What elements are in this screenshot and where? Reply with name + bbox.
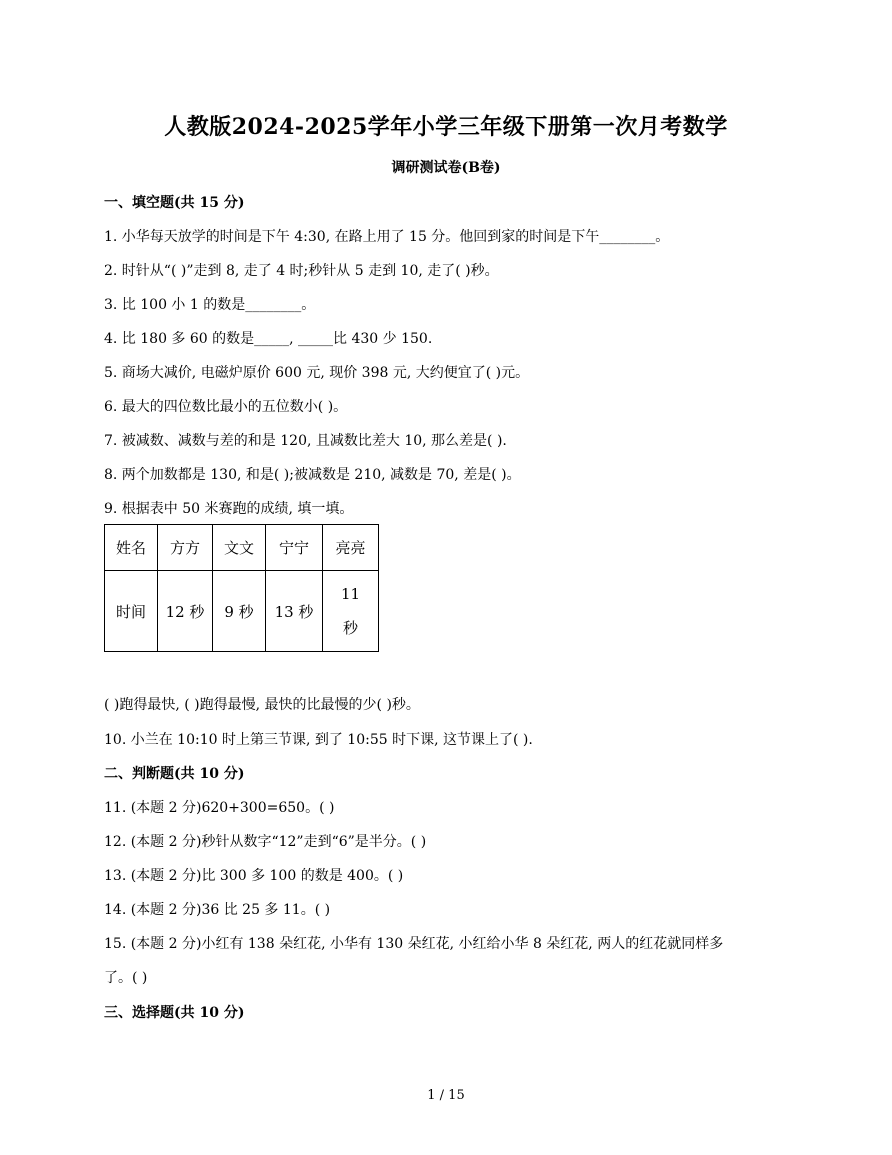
question-12: 12. (本题 2 分)秒针从数字“12”走到“6”是半分。( ) bbox=[104, 834, 427, 850]
table-cell-number: 11 bbox=[340, 585, 361, 603]
table-cell: 12 秒 bbox=[158, 571, 213, 652]
page-subtitle: 调研测试卷(B卷) bbox=[391, 160, 501, 176]
table-header-cell: 亮亮 bbox=[323, 525, 379, 571]
table-header-cell: 文文 bbox=[213, 525, 266, 571]
question-11: 11. (本题 2 分)620+300=650。( ) bbox=[104, 800, 335, 816]
question-15-continued: 了。( ) bbox=[104, 970, 148, 986]
table-cell: 13 秒 bbox=[266, 571, 323, 652]
question-13: 13. (本题 2 分)比 300 多 100 的数是 400。( ) bbox=[104, 868, 404, 884]
table-header-row bbox=[105, 525, 379, 571]
race-results-table bbox=[104, 524, 379, 652]
table-header-cell: 姓名 bbox=[105, 525, 158, 571]
table-cell: 9 秒 bbox=[213, 571, 266, 652]
page-number: 1 / 15 bbox=[427, 1088, 465, 1103]
question-14: 14. (本题 2 分)36 比 25 多 11。( ) bbox=[104, 902, 331, 918]
question-7: 7. 被减数、减数与差的和是 120, 且减数比差大 10, 那么差是( ). bbox=[104, 433, 507, 449]
question-8: 8. 两个加数都是 130, 和是( );被减数是 210, 减数是 70, 差是( )。 bbox=[104, 467, 521, 483]
question-1: 1. 小华每天放学的时间是下午 4:30, 在路上用了 15 分。他回到家的时间是下午________。 bbox=[104, 229, 670, 245]
question-9-answer: ( )跑得最快, ( )跑得最慢, 最快的比最慢的少( )秒。 bbox=[104, 697, 420, 713]
question-15: 15. (本题 2 分)小红有 138 朵红花, 小华有 130 朵红花, 小红给小华 8 朵红花, 两人的红花就同样多 bbox=[104, 936, 724, 952]
page-title: 人教版2024-2025学年小学三年级下册第一次月考数学 bbox=[164, 114, 728, 140]
question-10: 10. 小兰在 10:10 时上第三节课, 到了 10:55 时下课, 这节课上了( ). bbox=[104, 732, 533, 748]
question-4: 4. 比 180 多 60 的数是_____, _____比 430 少 150. bbox=[104, 331, 433, 347]
table-cell: 时间 bbox=[105, 571, 158, 652]
table-header-cell: 宁宁 bbox=[266, 525, 323, 571]
table-header-cell: 方方 bbox=[158, 525, 213, 571]
section-fill-in-title: 一、填空题(共 15 分) bbox=[104, 195, 245, 211]
table-cell bbox=[323, 571, 379, 652]
section-judgment-title: 二、判断题(共 10 分) bbox=[104, 766, 245, 782]
section-choice-title: 三、选择题(共 10 分) bbox=[104, 1005, 245, 1021]
question-3: 3. 比 100 小 1 的数是________。 bbox=[104, 297, 316, 313]
table-cell-unit: 秒 bbox=[342, 619, 358, 637]
question-5: 5. 商场大减价, 电磁炉原价 600 元, 现价 398 元, 大约便宜了( )元。 bbox=[104, 365, 530, 381]
table-row bbox=[105, 571, 379, 652]
question-2: 2. 时针从“( )”走到 8, 走了 4 时;秒针从 5 走到 10, 走了( )秒。 bbox=[104, 263, 499, 279]
question-6: 6. 最大的四位数比最小的五位数小( )。 bbox=[104, 399, 348, 415]
question-9: 9. 根据表中 50 米赛跑的成绩, 填一填。 bbox=[104, 501, 354, 517]
